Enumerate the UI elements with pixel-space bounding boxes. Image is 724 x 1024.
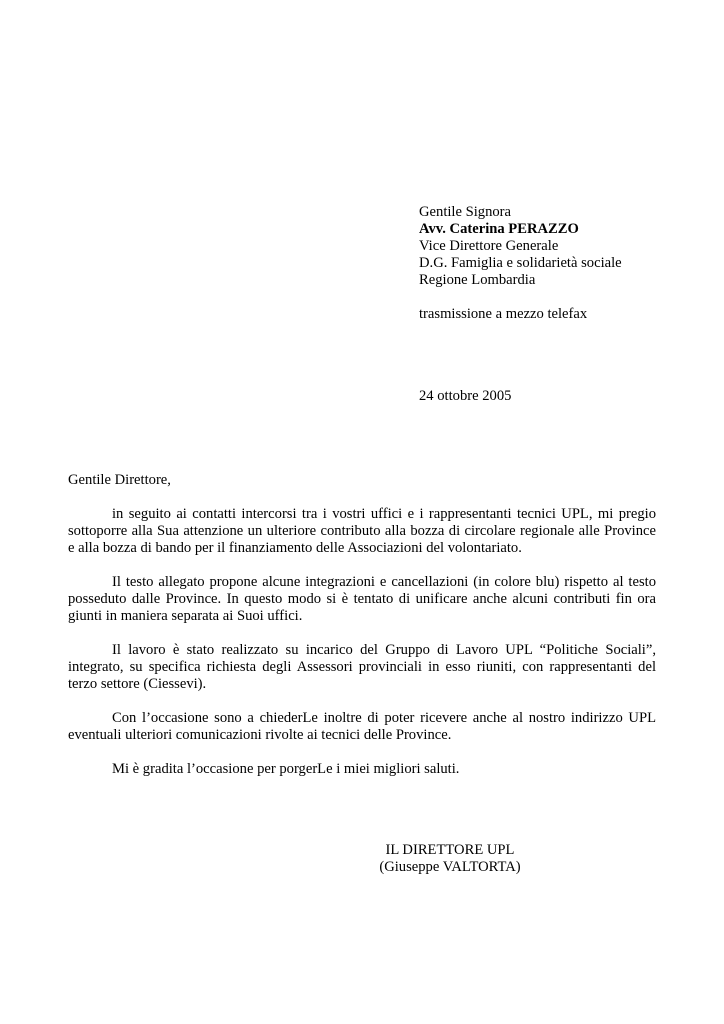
body-paragraph: Il lavoro è stato realizzato su incarico del Gruppo di Lavoro UPL “Politiche Sociali”, integrato, su specifica richiesta degli Assessori provinciali in esso riuniti, con rappresentanti del terzo settore (Ciessevi). bbox=[68, 642, 656, 692]
body-paragraph: in seguito ai contatti intercorsi tra i vostri uffici e i rappresentanti tecnici UPL, mi pregio sottoporre alla Sua attenzione un ulteriore contributo alla bozza di circolare regionale alle Province e alla bozza di bando per il finanziamento delle Associazioni del volontariato. bbox=[68, 506, 656, 556]
signature-name: (Giuseppe VALTORTA) bbox=[379, 859, 521, 875]
recipient-name: Avv. Caterina PERAZZO bbox=[419, 221, 579, 237]
body-paragraph: Il testo allegato propone alcune integrazioni e cancellazioni (in colore blu) rispetto al testo posseduto dalle Province. In questo modo si è tentato di unificare anche alcuni contributi fin ora giunti in maniera separata ai Suoi uffici. bbox=[68, 574, 656, 624]
signature-block bbox=[375, 842, 525, 876]
recipient-greeting: Gentile Signora bbox=[419, 204, 512, 220]
letter-body bbox=[68, 506, 656, 795]
recipient-role: Vice Direttore Generale bbox=[419, 238, 559, 254]
body-paragraph: Con l’occasione sono a chiederLe inoltre di poter ricevere anche al nostro indirizzo UPL eventuali ulteriori comunicazioni rivolte ai tecnici delle Province. bbox=[68, 710, 656, 743]
recipient-department: D.G. Famiglia e solidarietà sociale bbox=[419, 255, 622, 271]
salutation: Gentile Direttore, bbox=[68, 472, 171, 488]
recipient-block bbox=[419, 204, 709, 323]
body-paragraph: Mi è gradita l’occasione per porgerLe i miei migliori saluti. bbox=[112, 761, 460, 777]
letter-date: 24 ottobre 2005 bbox=[419, 388, 512, 404]
recipient-spacer bbox=[419, 289, 709, 306]
transmission-note: trasmissione a mezzo telefax bbox=[419, 306, 588, 322]
recipient-organization: Regione Lombardia bbox=[419, 272, 536, 288]
signature-title: IL DIRETTORE UPL bbox=[385, 842, 515, 858]
